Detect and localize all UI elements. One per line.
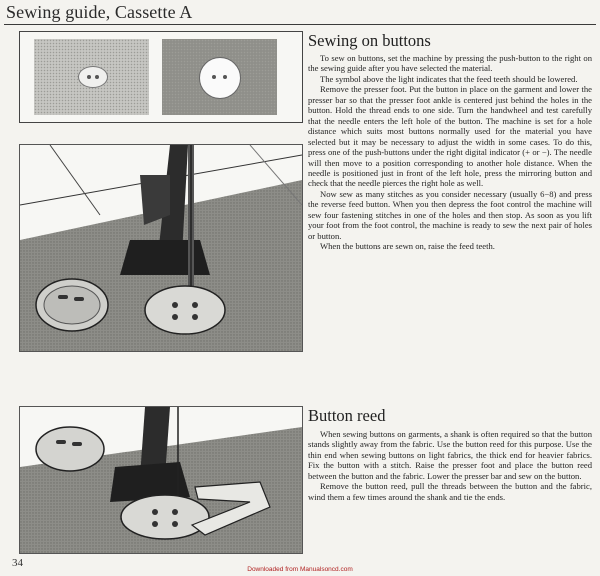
fabric-swatches-photo bbox=[19, 31, 303, 123]
paragraph: Remove the presser foot. Put the button in place on the garment and lower the presser bar so that the presser foot ankle is centered just behind the holes in the button. Hold the thread ends to one side. Turn the handwheel and test carefully that the needle enters the left hole of the button. The machine is set for a hole distance which suits most buttons normally used for the material you have selected but it may be necessary to adjust the width in some cases. To do this, press one of the push-buttons under the right digital indicator (+ or −). The needle will then move to a position corresponding to another hole distance. When the needle is positioned just in front of the left hole, press the mirroring button and check that the needle pierces the right hole as well. bbox=[308, 84, 592, 189]
paragraph: When the buttons are sewn on, raise the feed teeth. bbox=[320, 241, 495, 252]
button-reed-title: Button reed bbox=[308, 406, 386, 425]
button-reed-text bbox=[308, 429, 592, 502]
light-fabric-swatch bbox=[34, 39, 149, 115]
dark-fabric-swatch bbox=[162, 39, 277, 115]
header-rule bbox=[4, 24, 596, 25]
source-link[interactable]: Downloaded from Manualsoncd.com bbox=[247, 566, 353, 573]
button-reed-illustration bbox=[19, 406, 303, 554]
page-number: 34 bbox=[12, 557, 23, 569]
page-title: Sewing guide, Cassette A bbox=[6, 2, 193, 22]
large-button-image bbox=[199, 57, 241, 99]
small-button-image bbox=[78, 66, 108, 88]
paragraph: When sewing buttons on garments, a shank is often required so that the button stands slightly away from the fabric. Use the button reed for this purpose. Use the thin end when sewing buttons on light fabrics, the thick end for heavier fabrics. Fix the button with a stitch. Raise the presser foot and place the button reed between the button and the fabric. Lower the presser bar and sew on the button. bbox=[308, 429, 592, 481]
paragraph: The symbol above the light indicates that the feed teeth should be lowered. bbox=[320, 73, 578, 84]
paragraph: Remove the button reed, pull the threads between the button and the fabric, wind them a few times around the shank and tie the ends. bbox=[308, 481, 592, 502]
paragraph: To sew on buttons, set the machine by pressing the push-button to the right on the sewing guide after you have selected the material. bbox=[308, 53, 592, 74]
sewing-on-buttons-text bbox=[308, 53, 592, 252]
sewing-on-buttons-title: Sewing on buttons bbox=[308, 31, 431, 50]
sewing-button-illustration bbox=[19, 144, 303, 352]
paragraph: Now sew as many stitches as you consider necessary (usually 6−8) and press the reverse feed button. When you then depress the foot control the machine will sew four fastening stitches in one of the holes and then stop. As soon as you lift your foot from the foot control, the machine is ready to sew the next pair of holes or button. bbox=[308, 188, 592, 241]
